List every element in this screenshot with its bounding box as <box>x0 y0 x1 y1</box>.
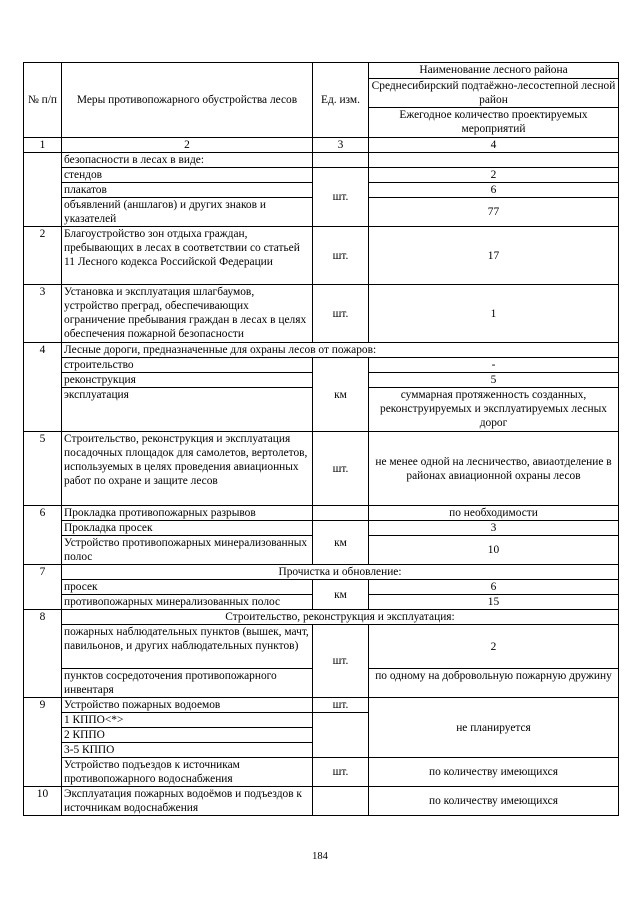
row4-unit: км <box>313 358 369 432</box>
row1-unit: шт. <box>313 168 369 227</box>
row7-item-value: 15 <box>369 595 619 610</box>
row7-item-value: 6 <box>369 580 619 595</box>
row1-item-label: стендов <box>62 168 313 183</box>
row6-unit-top <box>313 506 369 521</box>
row9-sub-label: 3-5 КППО <box>62 743 313 758</box>
row3-text: Установка и эксплуатация шлагбаумов, устройство преград, обеспечивающих ограничение пребывания граждан в лесах в целях обеспечения пожарной безопасности <box>62 285 313 343</box>
row6-item-value: 10 <box>369 536 619 565</box>
row5-value: не менее одной на лесничество, авиаотделение в районах авиационной охраны лесов <box>369 432 619 506</box>
page-number: 184 <box>312 851 328 862</box>
row10-text: Эксплуатация пожарных водоёмов и подъездов к источникам водоснабжения <box>62 787 313 816</box>
row9-num: 9 <box>24 698 62 787</box>
row1-item-value: 6 <box>369 183 619 198</box>
row4-num: 4 <box>24 343 62 432</box>
row2-value: 17 <box>369 227 619 285</box>
index-cell-4: 4 <box>369 138 619 153</box>
row9-sub-label: 1 КППО<*> <box>62 713 313 728</box>
fire-measures-table <box>23 62 619 816</box>
row7-title: Прочистка и обновление: <box>62 565 619 580</box>
row4-item-value: суммарная протяженность созданных, реконструируемых и эксплуатируемых лесных дорог <box>369 388 619 432</box>
row10-value: по количеству имеющихся <box>369 787 619 816</box>
row8-title: Строительство, реконструкция и эксплуатация: <box>62 610 619 625</box>
row6-item-label: Прокладка противопожарных разрывов <box>62 506 313 521</box>
row2-num: 2 <box>24 227 62 285</box>
row9-access-unit: шт. <box>313 758 369 787</box>
row1-item-label: объявлений (аншлагов) и других знаков и указателей <box>62 198 313 227</box>
row4-item-label: строительство <box>62 358 313 373</box>
row5-num: 5 <box>24 432 62 506</box>
row9-access-label: Устройство подъездов к источникам противопожарного водоснабжения <box>62 758 313 787</box>
row7-item-label: просек <box>62 580 313 595</box>
row3-num: 3 <box>24 285 62 343</box>
row9-title: Устройство пожарных водоемов <box>62 698 313 713</box>
row8-item-label: пунктов сосредоточения противопожарного инвентаря <box>62 669 313 698</box>
row10-num: 10 <box>24 787 62 816</box>
row1-item-label: плакатов <box>62 183 313 198</box>
row6-item-label: Устройство противопожарных минерализованных полос <box>62 536 313 565</box>
row1-item-value: 2 <box>369 168 619 183</box>
header-unit: Ед. изм. <box>313 63 369 138</box>
row9-sub-label: 2 КППО <box>62 728 313 743</box>
row5-unit: шт. <box>313 432 369 506</box>
row7-num: 7 <box>24 565 62 610</box>
header-region-title: Наименование лесного района <box>369 63 619 79</box>
index-cell-3: 3 <box>313 138 369 153</box>
row8-item-value: 2 <box>369 625 619 669</box>
row8-num: 8 <box>24 610 62 698</box>
row4-item-value: 5 <box>369 373 619 388</box>
row7-unit: км <box>313 580 369 610</box>
row1-item-value: 77 <box>369 198 619 227</box>
row9-unit: шт. <box>313 698 369 713</box>
row-num-empty <box>24 153 62 227</box>
row8-item-value: по одному на добровольную пожарную дружину <box>369 669 619 698</box>
row3-unit: шт. <box>313 285 369 343</box>
index-cell-1: 1 <box>24 138 62 153</box>
row1-title: безопасности в лесах в виде: <box>62 153 313 168</box>
row6-item-label: Прокладка просек <box>62 521 313 536</box>
row6-unit: км <box>313 521 369 565</box>
row9-unit-empty <box>313 713 369 758</box>
row6-item-value: 3 <box>369 521 619 536</box>
row9-value: не планируется <box>369 698 619 758</box>
row4-item-label: реконструкция <box>62 373 313 388</box>
header-num: № п/п <box>24 63 62 138</box>
row8-unit: шт. <box>313 625 369 698</box>
header-region-name: Среднесибирский подтаёжно-лесостепной лесной район <box>369 79 619 108</box>
header-measures: Меры противопожарного обустройства лесов <box>62 63 313 138</box>
row4-item-value: - <box>369 358 619 373</box>
row6-num: 6 <box>24 506 62 565</box>
row5-text: Строительство, реконструкция и эксплуатация посадочных площадок для самолетов, вертолетов, используемых в целях проведения авиационных работ по охране и защите лесов <box>62 432 313 506</box>
row4-item-label: эксплуатация <box>62 388 313 432</box>
row8-item-label: пожарных наблюдательных пунктов (вышек, мачт, павильонов, и других наблюдательных пунктов) <box>62 625 313 669</box>
row9-access-value: по количеству имеющихся <box>369 758 619 787</box>
row6-item-value: по необходимости <box>369 506 619 521</box>
row7-item-label: противопожарных минерализованных полос <box>62 595 313 610</box>
row2-text: Благоустройство зон отдыха граждан, пребывающих в лесах в соответствии со статьей 11 Лесного кодекса Российской Федерации <box>62 227 313 285</box>
row4-title: Лесные дороги, предназначенные для охраны лесов от пожаров: <box>62 343 619 358</box>
row1-value-top <box>369 153 619 168</box>
row2-unit: шт. <box>313 227 369 285</box>
row1-unit-top <box>313 153 369 168</box>
header-annual: Ежегодное количество проектируемых мероприятий <box>369 108 619 138</box>
row10-unit <box>313 787 369 816</box>
index-cell-2: 2 <box>62 138 313 153</box>
row3-value: 1 <box>369 285 619 343</box>
